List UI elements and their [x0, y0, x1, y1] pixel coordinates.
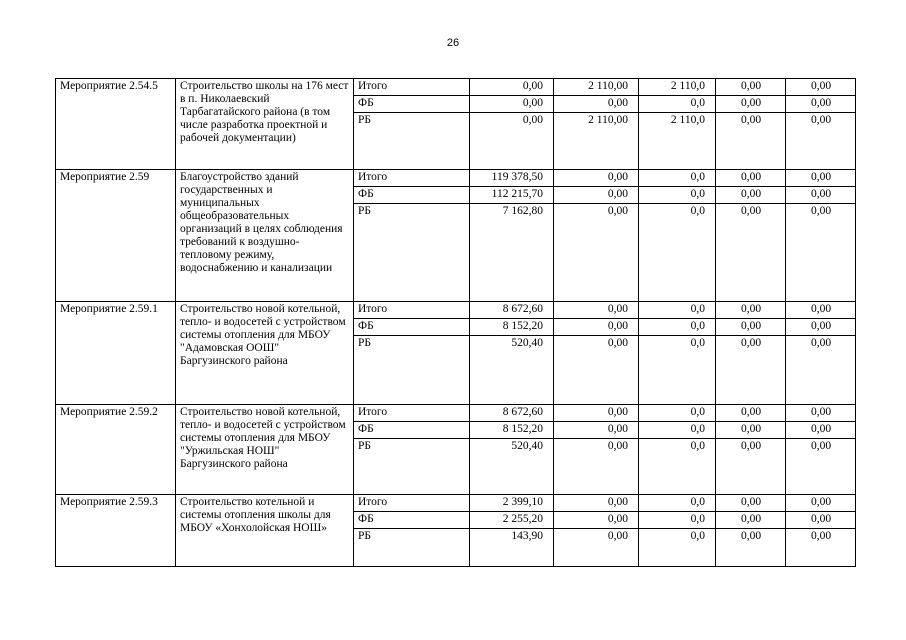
- source-cell: ФБ: [354, 512, 470, 529]
- value-cell: 0,00: [716, 336, 786, 405]
- value-cell: 0,0: [639, 319, 716, 336]
- value-cell: 0,00: [786, 439, 856, 495]
- source-cell: РБ: [354, 336, 470, 405]
- description-cell: Строительство новой котельной, тепло- и водосетей с устройством системы отопления для МБОУ "Адамовская ООШ" Баргузинского района: [176, 302, 354, 405]
- value-cell: 0,00: [716, 96, 786, 113]
- value-cell: 0,00: [786, 512, 856, 529]
- value-cell: 0,00: [786, 204, 856, 302]
- value-cell: 0,0: [639, 529, 716, 567]
- source-cell: ФБ: [354, 422, 470, 439]
- value-cell: 0,00: [716, 512, 786, 529]
- value-cell: 0,00: [554, 529, 639, 567]
- value-cell: 0,00: [554, 302, 639, 319]
- source-cell: РБ: [354, 113, 470, 170]
- event-cell: Мероприятие 2.59.2: [56, 405, 176, 495]
- value-cell: 7 162,80: [470, 204, 554, 302]
- value-cell: 0,00: [786, 79, 856, 96]
- value-cell: 0,00: [786, 529, 856, 567]
- value-cell: 8 672,60: [470, 302, 554, 319]
- value-cell: 0,00: [786, 113, 856, 170]
- source-cell: РБ: [354, 439, 470, 495]
- value-cell: 119 378,50: [470, 170, 554, 187]
- value-cell: 0,0: [639, 204, 716, 302]
- source-cell: РБ: [354, 529, 470, 567]
- table-row: [56, 495, 856, 512]
- description-cell: Строительство новой котельной, тепло- и водосетей с устройством системы отопления для МБОУ "Уржильская НОШ" Баргузинского района: [176, 405, 354, 495]
- source-cell: Итого: [354, 495, 470, 512]
- value-cell: 0,00: [716, 302, 786, 319]
- value-cell: 0,00: [716, 422, 786, 439]
- value-cell: 0,0: [639, 422, 716, 439]
- value-cell: 0,00: [716, 405, 786, 422]
- value-cell: 0,00: [554, 495, 639, 512]
- budget-table-body: [56, 79, 856, 567]
- value-cell: 0,00: [786, 96, 856, 113]
- value-cell: 0,00: [554, 422, 639, 439]
- value-cell: 0,0: [639, 512, 716, 529]
- value-cell: 2 399,10: [470, 495, 554, 512]
- value-cell: 0,00: [716, 113, 786, 170]
- value-cell: 8 672,60: [470, 405, 554, 422]
- value-cell: 8 152,20: [470, 422, 554, 439]
- source-cell: РБ: [354, 204, 470, 302]
- table-row: [56, 170, 856, 187]
- value-cell: 2 255,20: [470, 512, 554, 529]
- value-cell: 0,0: [639, 439, 716, 495]
- value-cell: 0,00: [786, 302, 856, 319]
- value-cell: 2 110,0: [639, 113, 716, 170]
- source-cell: Итого: [354, 170, 470, 187]
- table-row: [56, 302, 856, 319]
- value-cell: 0,0: [639, 187, 716, 204]
- description-cell: Строительство котельной и системы отопления школы для МБОУ «Хонхолойская НОШ»: [176, 495, 354, 567]
- value-cell: 8 152,20: [470, 319, 554, 336]
- value-cell: 0,00: [716, 79, 786, 96]
- value-cell: 0,0: [639, 405, 716, 422]
- value-cell: 0,0: [639, 495, 716, 512]
- value-cell: 0,0: [639, 336, 716, 405]
- value-cell: 0,00: [786, 422, 856, 439]
- source-cell: Итого: [354, 405, 470, 422]
- value-cell: 0,00: [716, 204, 786, 302]
- value-cell: 143,90: [470, 529, 554, 567]
- value-cell: 0,00: [716, 439, 786, 495]
- value-cell: 0,00: [786, 495, 856, 512]
- value-cell: 112 215,70: [470, 187, 554, 204]
- source-cell: ФБ: [354, 187, 470, 204]
- value-cell: 0,00: [554, 439, 639, 495]
- value-cell: 0,0: [639, 302, 716, 319]
- value-cell: 0,00: [554, 96, 639, 113]
- description-cell: Строительство школы на 176 мест в п. Николаевский Тарбагатайского района (в том числе разработка проектной и рабочей документации): [176, 79, 354, 170]
- budget-table: [55, 78, 856, 567]
- table-row: [56, 405, 856, 422]
- value-cell: 0,00: [786, 336, 856, 405]
- value-cell: 0,00: [786, 187, 856, 204]
- value-cell: 0,00: [470, 79, 554, 96]
- value-cell: 0,00: [786, 319, 856, 336]
- value-cell: 2 110,0: [639, 79, 716, 96]
- value-cell: 2 110,00: [554, 79, 639, 96]
- value-cell: 0,00: [554, 336, 639, 405]
- value-cell: 520,40: [470, 336, 554, 405]
- value-cell: 0,00: [716, 187, 786, 204]
- value-cell: 0,0: [639, 96, 716, 113]
- source-cell: Итого: [354, 79, 470, 96]
- event-cell: Мероприятие 2.59.3: [56, 495, 176, 567]
- value-cell: 0,00: [554, 319, 639, 336]
- value-cell: 0,00: [786, 405, 856, 422]
- value-cell: 0,00: [470, 96, 554, 113]
- page-number: 26: [446, 37, 460, 49]
- value-cell: 0,00: [554, 187, 639, 204]
- value-cell: 0,00: [716, 319, 786, 336]
- event-cell: Мероприятие 2.54.5: [56, 79, 176, 170]
- event-cell: Мероприятие 2.59: [56, 170, 176, 302]
- table-row: [56, 79, 856, 96]
- value-cell: 0,00: [554, 405, 639, 422]
- source-cell: Итого: [354, 302, 470, 319]
- value-cell: 2 110,00: [554, 113, 639, 170]
- value-cell: 520,40: [470, 439, 554, 495]
- description-cell: Благоустройство зданий государственных и муниципальных общеобразовательных организаций в целях соблюдения требований к воздушно-тепловому режиму, водоснабжению и канализации: [176, 170, 354, 302]
- value-cell: 0,00: [716, 170, 786, 187]
- event-cell: Мероприятие 2.59.1: [56, 302, 176, 405]
- value-cell: 0,00: [716, 529, 786, 567]
- value-cell: 0,00: [554, 170, 639, 187]
- source-cell: ФБ: [354, 96, 470, 113]
- value-cell: 0,00: [786, 170, 856, 187]
- value-cell: 0,00: [554, 204, 639, 302]
- value-cell: 0,00: [716, 495, 786, 512]
- source-cell: ФБ: [354, 319, 470, 336]
- value-cell: 0,0: [639, 170, 716, 187]
- value-cell: 0,00: [554, 512, 639, 529]
- value-cell: 0,00: [470, 113, 554, 170]
